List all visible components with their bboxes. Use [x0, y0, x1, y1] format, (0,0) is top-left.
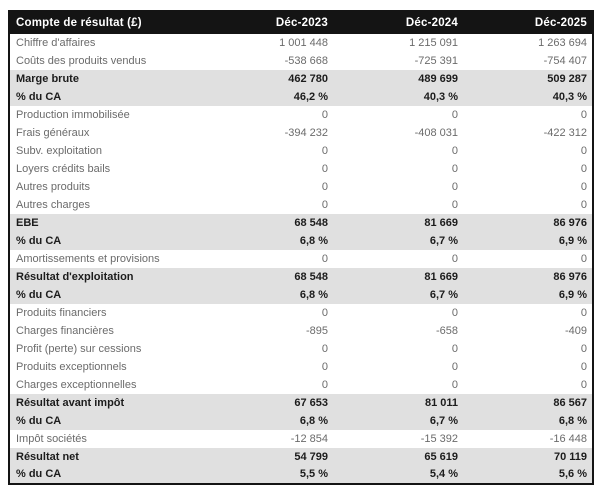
row-label: Produits exceptionnels [16, 361, 127, 373]
cell-dec-2025: 0 [580, 253, 587, 265]
cell-dec-2024: 0 [451, 109, 458, 121]
row-label: Produits financiers [16, 307, 107, 319]
cell-dec-2023: 1 001 448 [279, 37, 328, 49]
table-row [9, 412, 593, 430]
table-row [9, 394, 593, 412]
cell-dec-2025: 70 119 [553, 451, 587, 463]
cell-dec-2024: 0 [451, 343, 458, 355]
cell-dec-2023: 54 799 [294, 451, 328, 463]
row-label: Résultat d'exploitation [16, 271, 134, 283]
cell-dec-2023: 68 548 [294, 217, 328, 229]
cell-dec-2025: -16 448 [549, 433, 587, 445]
cell-dec-2024: 0 [451, 199, 458, 211]
cell-dec-2025: 0 [580, 181, 587, 193]
row-label: Subv. exploitation [16, 145, 103, 157]
table-row [9, 376, 593, 394]
cell-dec-2023: 0 [321, 307, 328, 319]
row-label: Autres produits [16, 181, 90, 193]
table-row [9, 196, 593, 214]
cell-dec-2023: 462 780 [288, 73, 328, 85]
cell-dec-2024: 6,7 % [429, 235, 458, 247]
table-row [9, 268, 593, 286]
row-label: Loyers crédits bails [16, 163, 111, 175]
cell-dec-2025: 6,9 % [558, 235, 587, 247]
cell-dec-2025: -409 [564, 325, 587, 337]
cell-dec-2023: 0 [321, 109, 328, 121]
cell-dec-2025: 0 [580, 361, 587, 373]
cell-dec-2025: 86 567 [553, 397, 587, 409]
table-row [9, 160, 593, 178]
table-row [9, 322, 593, 340]
row-label: % du CA [16, 289, 62, 301]
cell-dec-2025: 0 [580, 343, 587, 355]
income-statement-table [8, 10, 594, 485]
cell-dec-2025: 86 976 [553, 271, 587, 283]
cell-dec-2024: 5,4 % [429, 468, 458, 481]
table-row [9, 358, 593, 376]
cell-dec-2024: 1 215 091 [409, 37, 458, 49]
row-label: Production immobilisée [16, 109, 130, 121]
cell-dec-2024: 489 699 [418, 73, 458, 85]
cell-dec-2024: 0 [451, 145, 458, 157]
table-header-row [9, 11, 593, 34]
table-row [9, 124, 593, 142]
cell-dec-2025: 0 [580, 145, 587, 157]
table-row [9, 286, 593, 304]
table-row [9, 340, 593, 358]
cell-dec-2023: -538 668 [284, 55, 328, 67]
row-label: Impôt sociétés [16, 433, 87, 445]
cell-dec-2023: 0 [321, 145, 328, 157]
table-row [9, 232, 593, 250]
cell-dec-2023: 6,8 % [299, 415, 328, 427]
cell-dec-2023: 0 [321, 343, 328, 355]
cell-dec-2023: -394 232 [284, 127, 328, 139]
table-row [9, 34, 593, 52]
table-row [9, 466, 593, 484]
cell-dec-2023: 0 [321, 379, 328, 391]
cell-dec-2023: 46,2 % [293, 91, 328, 103]
table-row [9, 430, 593, 448]
row-label: Résultat avant impôt [16, 397, 125, 409]
row-label: Chiffre d'affaires [16, 37, 96, 49]
cell-dec-2025: 86 976 [553, 217, 587, 229]
cell-dec-2024: 81 669 [424, 271, 458, 283]
table-row [9, 178, 593, 196]
table-row [9, 448, 593, 466]
table-row [9, 70, 593, 88]
column-header-dec-2024: Déc-2024 [333, 11, 463, 34]
table-row [9, 106, 593, 124]
cell-dec-2024: 65 619 [424, 451, 458, 463]
cell-dec-2024: 0 [451, 379, 458, 391]
cell-dec-2024: 0 [451, 181, 458, 193]
cell-dec-2025: -422 312 [543, 127, 587, 139]
table-row [9, 250, 593, 268]
row-label: Résultat net [16, 451, 79, 463]
cell-dec-2023: 0 [321, 181, 328, 193]
cell-dec-2025: 0 [580, 163, 587, 175]
cell-dec-2023: -12 854 [290, 433, 328, 445]
cell-dec-2024: -725 391 [414, 55, 458, 67]
cell-dec-2023: 0 [321, 163, 328, 175]
row-label: Profit (perte) sur cessions [16, 343, 142, 355]
cell-dec-2025: 0 [580, 109, 587, 121]
column-header-dec-2023: Déc-2023 [203, 11, 333, 34]
cell-dec-2023: 5,5 % [299, 468, 328, 481]
cell-dec-2023: 0 [321, 253, 328, 265]
row-label: Marge brute [16, 73, 79, 85]
table-row [9, 304, 593, 322]
row-label: % du CA [16, 235, 62, 247]
cell-dec-2025: 0 [580, 307, 587, 319]
cell-dec-2024: -408 031 [414, 127, 458, 139]
table-row [9, 142, 593, 160]
cell-dec-2024: 0 [451, 253, 458, 265]
cell-dec-2024: 81 669 [424, 217, 458, 229]
row-label: Frais généraux [16, 127, 90, 139]
cell-dec-2025: 6,8 % [558, 415, 587, 427]
cell-dec-2023: -895 [305, 325, 328, 337]
table-row [9, 214, 593, 232]
cell-dec-2024: 81 011 [424, 397, 458, 409]
cell-dec-2023: 6,8 % [299, 235, 328, 247]
row-label: % du CA [16, 91, 62, 103]
row-label: EBE [16, 217, 39, 229]
cell-dec-2025: 509 287 [547, 73, 587, 85]
cell-dec-2024: -658 [435, 325, 458, 337]
cell-dec-2024: 0 [451, 307, 458, 319]
cell-dec-2024: 0 [451, 163, 458, 175]
cell-dec-2025: 0 [580, 379, 587, 391]
column-header-dec-2025: Déc-2025 [463, 11, 593, 34]
row-label: % du CA [16, 468, 62, 481]
cell-dec-2025: 1 263 694 [538, 37, 587, 49]
cell-dec-2023: 0 [321, 199, 328, 211]
cell-dec-2024: 6,7 % [429, 415, 458, 427]
row-label: Coûts des produits vendus [16, 55, 147, 67]
row-label: Autres charges [16, 199, 90, 211]
cell-dec-2024: 40,3 % [423, 91, 458, 103]
row-label: Charges financières [16, 325, 114, 337]
cell-dec-2025: 40,3 % [552, 91, 587, 103]
table-row [9, 52, 593, 70]
table-row [9, 88, 593, 106]
cell-dec-2023: 6,8 % [299, 289, 328, 301]
cell-dec-2024: -15 392 [420, 433, 458, 445]
cell-dec-2023: 67 653 [294, 397, 328, 409]
row-label: % du CA [16, 415, 62, 427]
cell-dec-2025: 5,6 % [558, 468, 587, 481]
cell-dec-2025: -754 407 [543, 55, 587, 67]
cell-dec-2025: 0 [580, 199, 587, 211]
cell-dec-2023: 68 548 [294, 271, 328, 283]
table-title: Compte de résultat (£) [9, 11, 203, 34]
cell-dec-2023: 0 [321, 361, 328, 373]
row-label: Amortissements et provisions [16, 253, 160, 265]
cell-dec-2024: 6,7 % [429, 289, 458, 301]
row-label: Charges exceptionnelles [16, 379, 137, 391]
cell-dec-2025: 6,9 % [558, 289, 587, 301]
cell-dec-2024: 0 [451, 361, 458, 373]
